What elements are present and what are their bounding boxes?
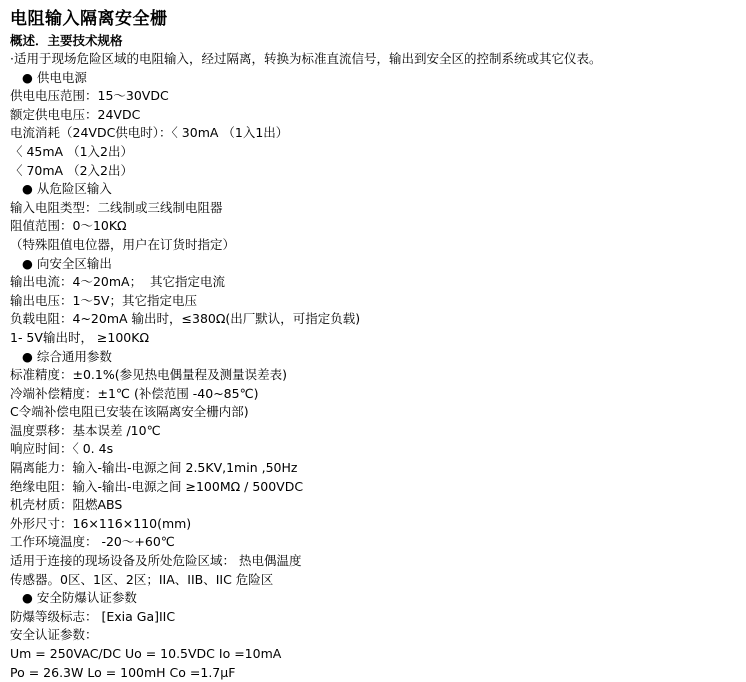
section-heading-output: ● 向安全区输出	[22, 255, 112, 271]
spec-line: Po = 26.3W Lo = 100mH Co =1.7μF	[10, 664, 236, 680]
spec-line: 工作环境温度： -20～+60℃	[10, 534, 175, 550]
spec-line: C令端补偿电阻已安装在该隔离安全栅内部)	[10, 404, 249, 420]
spec-line: 机壳材质：阻燃ABS	[10, 497, 123, 513]
section-heading-general: ● 综合通用参数	[22, 348, 112, 364]
spec-line: 防爆等级标志： [Exia Ga]IIC	[10, 608, 176, 624]
spec-line: 电流消耗（24VDC供电时）：〈 30mA （1入1出）	[10, 125, 289, 141]
spec-line: 安全认证参数：	[10, 627, 98, 643]
spec-line: 〈 45mA （1入2出）	[10, 143, 133, 159]
spec-line: 供电电压范围：15～30VDC	[10, 88, 169, 104]
section-heading-power: ● 供电电源	[22, 69, 87, 85]
spec-line: 阻值范围：0～10KΩ	[10, 218, 127, 234]
spec-line: 负载电阻：4~20mA 输出时，≤380Ω(出厂默认，可指定负载)	[10, 311, 361, 327]
section-heading-safety: ● 安全防爆认证参数	[22, 590, 137, 606]
page-title: 电阻输入隔离安全栅	[10, 9, 168, 29]
spec-line: Um = 250VAC/DC Uo = 10.5VDC Io =10mA	[10, 646, 282, 661]
spec-line: 1- 5V输出时， ≥100KΩ	[10, 329, 149, 345]
intro-text: ·适用于现场危险区域的电阻输入，经过隔离，转换为标准直流信号，输出到安全区的控制系统或其它仪表。	[10, 51, 602, 66]
spec-line: 〈 70mA （2入2出）	[10, 162, 133, 178]
spec-line: 冷端补偿精度：±1℃ (补偿范围 -40~85℃)	[10, 385, 259, 401]
spec-line: 外形尺寸：16×116×110(mm)	[10, 515, 192, 531]
spec-line: （特殊阻值电位器，用户在订货时指定）	[10, 236, 236, 252]
spec-line: 标准精度：±0.1%(参见热电偶量程及测量误差表)	[10, 367, 287, 383]
spec-line: 响应时间：〈 0. 4s	[10, 441, 114, 457]
spec-line: 适用于连接的现场设备及所处危险区域： 热电偶温度	[10, 553, 302, 569]
spec-line: 隔离能力：输入-输出-电源之间 2.5KV,1min ,50Hz	[10, 460, 298, 476]
section-heading-input: ● 从危险区输入	[22, 181, 112, 197]
spec-line: 绝缘电阻：输入-输出-电源之间 ≥100MΩ / 500VDC	[10, 478, 304, 494]
spec-line: 额定供电电压：24VDC	[10, 106, 141, 122]
spec-line: 传感器。0区、1区、2区；IIA、IIB、IIC 危险区	[10, 571, 274, 587]
spec-line: 输出电流：4～20mA； 其它指定电流	[10, 274, 226, 290]
spec-line: 输出电压：1～5V；其它指定电压	[10, 292, 197, 308]
section-subtitle: 概述．主要技术规格	[10, 33, 123, 48]
spec-line: 温度票移：基本误差 /10℃	[10, 422, 161, 438]
spec-line: 输入电阻类型：二线制或三线制电阻器	[10, 199, 223, 215]
